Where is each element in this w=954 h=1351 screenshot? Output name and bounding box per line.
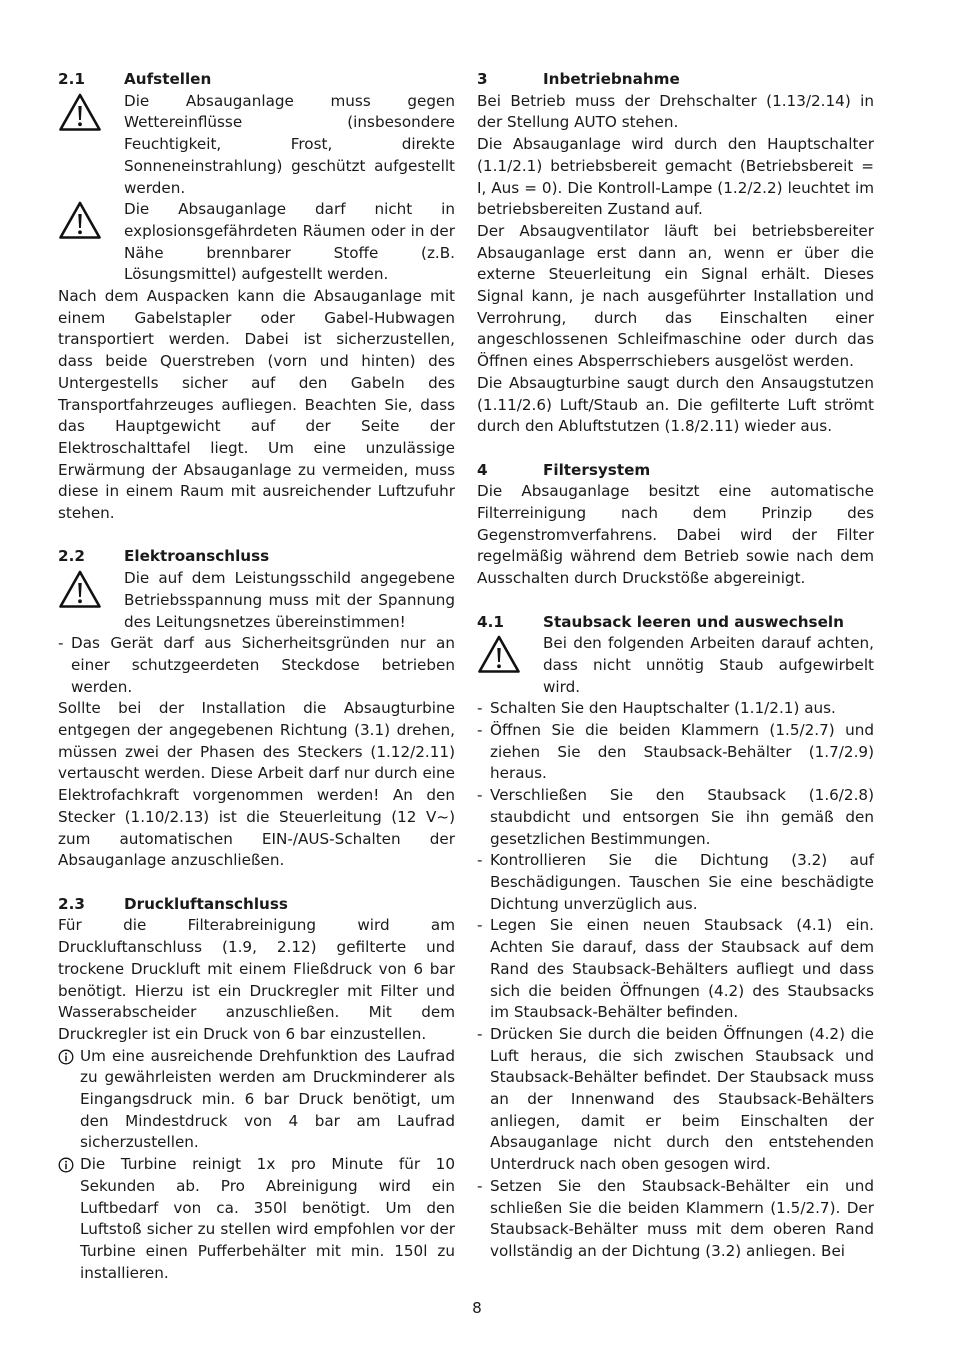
list-item: [58, 633, 455, 698]
info-text: Die Turbine reinigt 1x pro Minute für 10 Sekunden ab. Pro Abreinigung wird ein Luftbedarf von ca. 350l benötigt. Um den Luftstoß sicher zu stellen wird empfohlen vor der Turbine einen Pufferbehälter mit min. 150l zu installieren.: [80, 1155, 455, 1282]
paragraph: Die Absauganlage wird durch den Hauptschalter (1.1/2.1) betriebsbereit gemacht (Betriebsbereit = I, Aus = 0). Die Kontroll-Lampe (1.2/2.2) leuchtet im betriebsbereiten Zustand auf.: [477, 135, 874, 219]
list-item-text: Kontrollieren Sie die Dichtung (3.2) auf Beschädigungen. Tauschen Sie eine beschädigte Dichtung unverzüglich aus.: [490, 851, 874, 913]
section-heading-2-3: [58, 894, 455, 916]
list-item-text: Verschließen Sie den Staubsack (1.6/2.8) staubdicht und entsorgen Sie ihn gemäß den gesetzlichen Bestimmungen.: [490, 786, 874, 848]
section-number: 3: [477, 70, 488, 88]
section-title: Staubsack leeren und auswechseln: [543, 612, 844, 631]
list-dash: -: [477, 699, 483, 718]
warning-icon: [58, 199, 124, 286]
list-item-text: Das Gerät darf aus Sicherheitsgründen nur an einer schutzgeerdeten Steckdose betrieben werden.: [71, 634, 455, 696]
warning-block: [58, 568, 455, 633]
list-item: [477, 915, 874, 1024]
section-heading-2-2: [58, 546, 455, 568]
info-note: [58, 1046, 455, 1155]
list-item: [477, 1176, 874, 1263]
section-title: Filtersystem: [543, 460, 651, 479]
warning-icon: [58, 91, 124, 200]
paragraph: Bei Betrieb muss der Drehschalter (1.13/2.14) in der Stellung AUTO stehen.: [477, 91, 874, 132]
list-item-text: Öffnen Sie die beiden Klammern (1.5/2.7) und ziehen Sie den Staubsack-Behälter (1.7/2.9) heraus.: [490, 721, 874, 783]
warning-icon: [58, 568, 124, 633]
warning-text: Die auf dem Leistungsschild angegebene Betriebsspannung muss mit der Spannung des Leitungsnetzes übereinstimmen!: [124, 569, 455, 631]
list-item: [477, 698, 874, 720]
paragraph: Der Absaugventilator läuft bei betriebsbereiter Absauganlage erst dann an, wenn er über die externe Steuerleitung ein Signal erhält. Dieses Signal kann, je nach ausgeführter Installation und Verrohrung, durch das Einschalten einer angeschlossenen Schleifmaschine oder durch das Öffnen eines Absperrschiebers ausgelöst werden.: [477, 221, 874, 371]
section-number: 4.1: [477, 612, 504, 631]
list-item: [477, 1024, 874, 1176]
list-item-text: Setzen Sie den Staubsack-Behälter ein und schließen Sie die beiden Klammern (1.5/2.7). Der Staubsack-Behälter muss mit dem oberen Rand vollständig an der Dichtung (3.2) anliegen. Bei: [490, 1176, 874, 1260]
left-column: [58, 69, 455, 1284]
list-dash: -: [477, 851, 483, 870]
section-heading-4-1: [477, 612, 874, 634]
section-title: Elektroanschluss: [124, 547, 270, 566]
paragraph: Die Absauganlage besitzt eine automatische Filterreinigung nach dem Prinzip des Gegenstromverfahrens. Dabei wird der Filter regelmäßig während dem Betrieb sowie nach dem Ausschalten durch Druckstöße abgereinigt.: [477, 482, 874, 588]
paragraph: Für die Filterabreinigung wird am Druckluftanschluss (1.9, 2.12) gefilterte und trockene Druckluft mit einem Fließdruck von 6 bar benötigt. Hierzu ist ein Druckregler mit Filter und Wasserabscheider anzuschließen. Mit dem Druckregler ist ein Druck von 6 bar einzustellen.: [58, 916, 455, 1043]
section-number: 2.2: [58, 547, 85, 566]
list-dash: -: [477, 721, 483, 740]
section-heading-2-1: [58, 69, 455, 91]
info-icon: [58, 1046, 80, 1155]
list-item-text: Schalten Sie den Hauptschalter (1.1/2.1) aus.: [490, 699, 836, 718]
info-note: [58, 1154, 455, 1284]
list-item: [477, 785, 874, 850]
right-column: [477, 69, 874, 1263]
paragraph: Sollte bei der Installation die Absaugturbine entgegen der angegebenen Richtung (3.1) drehen, müssen zwei der Phasen des Steckers (1.12/2.11) vertauscht werden. Diese Arbeit darf nur durch eine Elektrofachkraft vorgenommen werden! An den Stecker (1.10/2.13) ist die Steuerleitung (12 V~) zum automatischen EIN-/AUS-Schalten der Absauganlage anzuschließen.: [58, 699, 455, 870]
list-item-text: Legen Sie einen neuen Staubsack (4.1) ein. Achten Sie darauf, dass der Staubsack auf dem Rand des Staubsack-Behälters aufliegt und dass sich die beiden Öffnungen (4.2) des Staubsacks im Staubsack-Behälter befinden.: [490, 916, 874, 1022]
list-item: [477, 720, 874, 785]
warning-text: Die Absauganlage darf nicht in explosionsgefährdeten Räumen oder in der Nähe brennbarer Stoffe (z.B. Lösungsmittel) aufgestellt werden.: [124, 200, 455, 284]
list-dash: -: [477, 916, 483, 935]
list-item-text: Drücken Sie durch die beiden Öffnungen (4.2) die Luft heraus, die sich zwischen Staubsack und Staubsack-Behälter befindet. Der Staubsack muss an der Innenwand des Staubsack-Behälters anliegen, damit er beim Einschalten der Absauganlage nicht durch den entstehenden Unterdruck nach oben gesogen wird.: [490, 1024, 874, 1174]
section-title: Inbetriebnahme: [543, 70, 680, 88]
section-number: 2.1: [58, 70, 85, 88]
section-heading-3: [477, 69, 874, 91]
list-item: [477, 850, 874, 915]
paragraph: Nach dem Auspacken kann die Absauganlage mit einem Gabelstapler oder Gabel-Hubwagen transportiert werden. Dabei ist sicherzustellen, dass beide Querstreben (vorn und hinten) des Untergestells sicher auf den Gabeln des Transportfahrzeuges aufliegen. Beachten Sie, dass das Hauptgewicht auf der Seite der Elektroschalttafel liegt. Um eine unzulässige Erwärmung der Absauganlage zu vermeiden, muss diese in einem Raum mit ausreichender Luftzufuhr stehen.: [58, 287, 455, 523]
info-icon: [58, 1154, 80, 1284]
list-dash: -: [58, 634, 64, 653]
section-title: Aufstellen: [124, 70, 212, 88]
warning-icon: [477, 633, 543, 698]
warning-block: [58, 199, 455, 286]
section-heading-4: [477, 460, 874, 482]
warning-block: [58, 91, 455, 200]
section-number: 4: [477, 460, 488, 479]
paragraph: Die Absaugturbine saugt durch den Ansaugstutzen (1.11/2.6) Luft/Staub an. Die gefilterte Luft strömt durch den Abluftstutzen (1.8/2.11) wieder aus.: [477, 373, 874, 436]
section-number: 2.3: [58, 894, 85, 913]
list-dash: -: [477, 1024, 483, 1043]
warning-text: Die Absauganlage muss gegen Wettereinflüsse (insbesondere Feuchtigkeit, Frost, direkte Sonneneinstrahlung) geschützt aufgestellt werden.: [124, 91, 455, 197]
warning-block: [477, 633, 874, 698]
section-title: Druckluftanschluss: [124, 894, 288, 913]
page-number: 8: [472, 1299, 482, 1317]
list-dash: -: [477, 1176, 483, 1195]
info-text: Um eine ausreichende Drehfunktion des Laufrad zu gewährleisten werden am Druckminderer als Eingangsdruck min. 6 bar Druck benötigt, um den Mindestdruck von 4 bar am Laufrad sicherzustellen.: [80, 1046, 455, 1152]
warning-text: Bei den folgenden Arbeiten darauf achten, dass nicht unnötig Staub aufgewirbelt wird.: [543, 634, 874, 696]
list-dash: -: [477, 786, 483, 805]
